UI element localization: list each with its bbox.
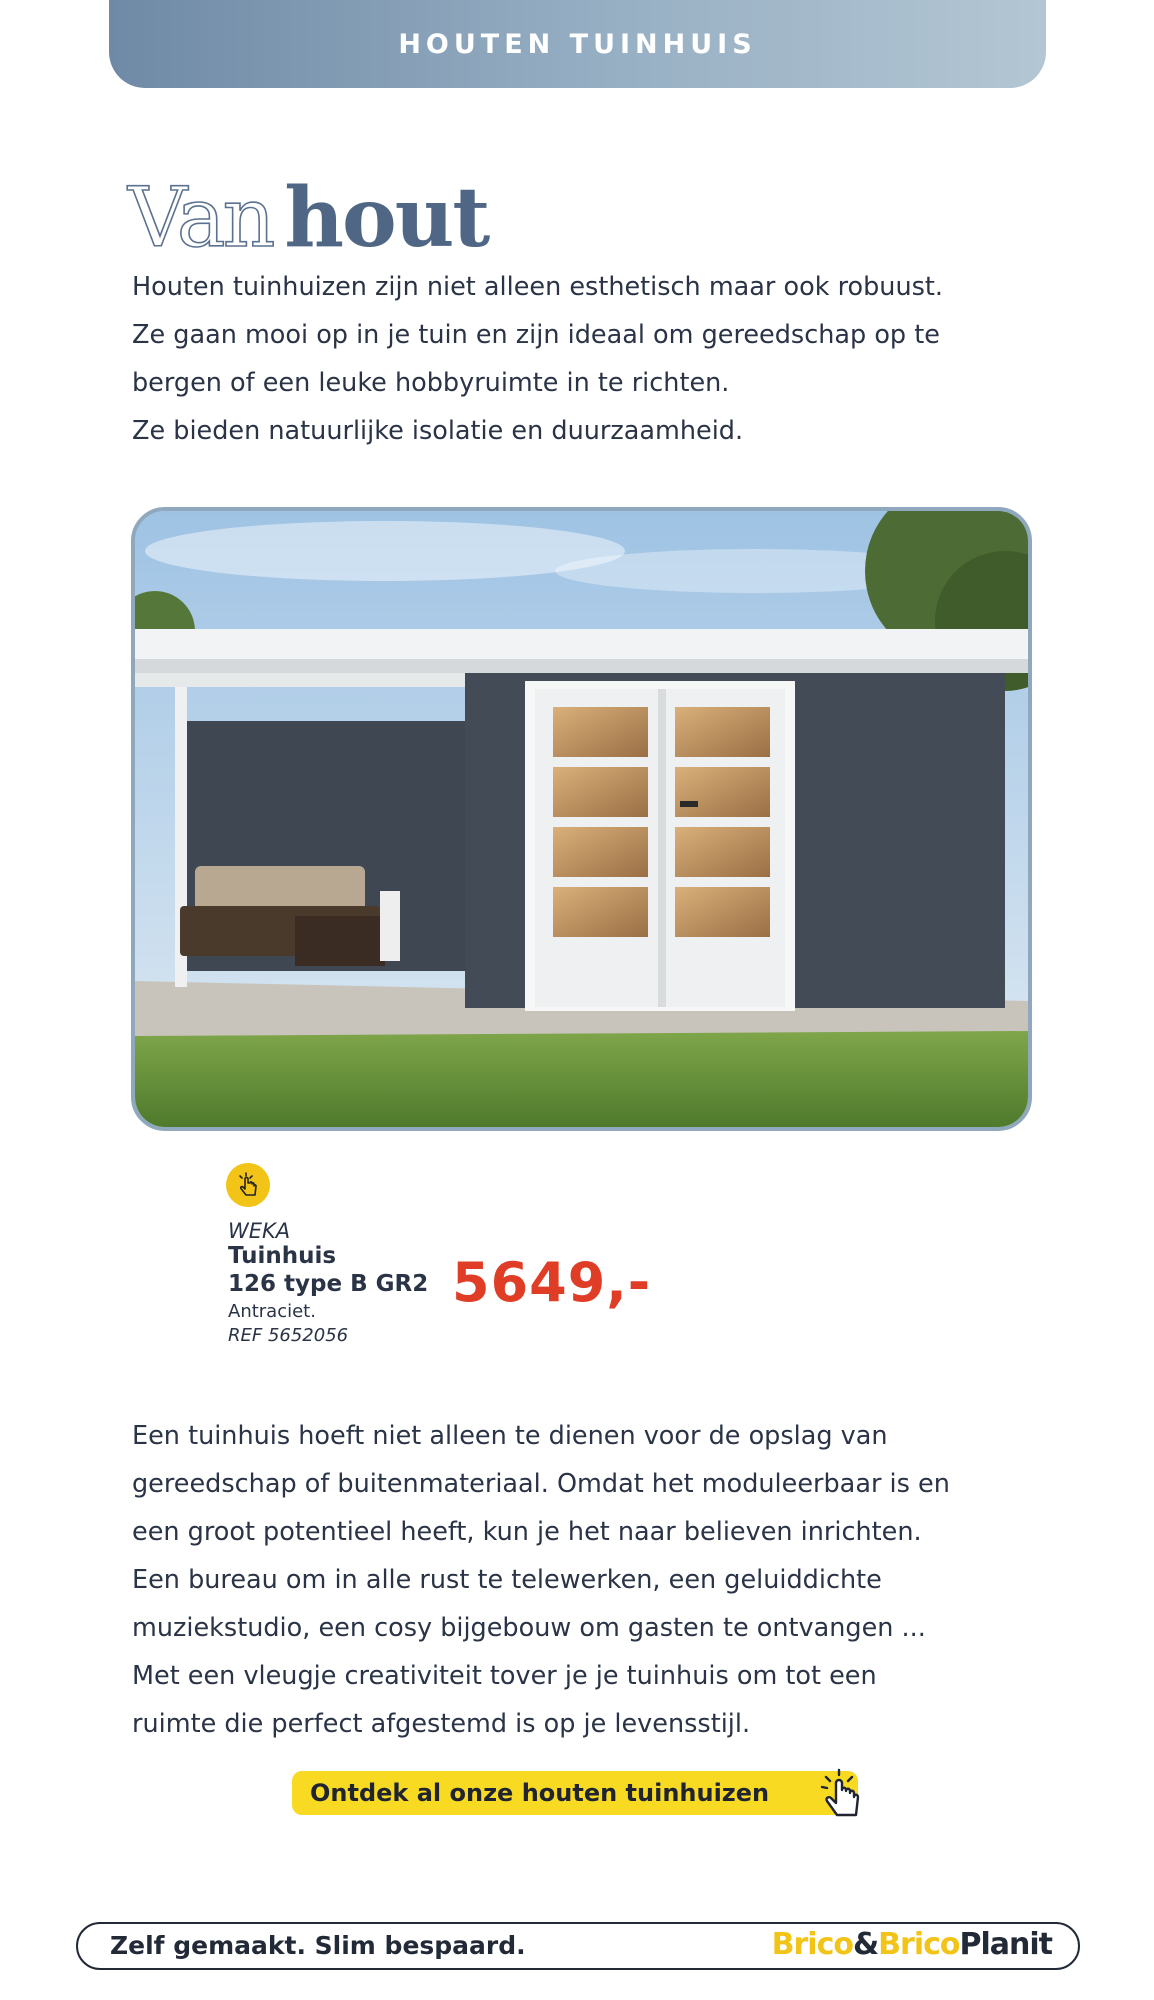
- intro-line: Ze bieden natuurlijke isolatie en duurzaamheid.: [132, 416, 744, 446]
- body-paragraph: [132, 1412, 1032, 1748]
- intro-paragraph: [132, 263, 1032, 455]
- intro-line: Ze gaan mooi op in je tuin en zijn ideaal om gereedschap op te: [132, 320, 940, 350]
- product-model: 126 type B GR2: [228, 1271, 429, 1297]
- product-price: 5649,-: [452, 1251, 652, 1314]
- tap-hand-icon[interactable]: [226, 1163, 270, 1207]
- page-title-bold: hout: [284, 170, 489, 266]
- footer-tagline: Zelf gemaakt. Slim bespaard.: [110, 1931, 526, 1960]
- product-photo[interactable]: [131, 507, 1032, 1131]
- garden-house-illustration: [135, 511, 1028, 1127]
- body-line: een groot potentieel heeft, kun je het naar believen inrichten.: [132, 1517, 922, 1547]
- body-line: Een tuinhuis hoeft niet alleen te dienen voor de opslag van: [132, 1421, 888, 1451]
- body-line: Met een vleugje creativiteit tover je je tuinhuis om tot een: [132, 1661, 877, 1691]
- footer-bar: [76, 1922, 1080, 1970]
- product-brand: WEKA: [228, 1219, 291, 1243]
- brico-planit-logo[interactable]: Brico&BricoPlanit: [771, 1927, 1052, 1962]
- body-line: Een bureau om in alle rust te telewerken, een geluiddichte: [132, 1565, 882, 1595]
- product-variant: Antraciet.: [228, 1301, 316, 1322]
- section-header-banner: [109, 0, 1046, 88]
- page-title: [128, 170, 489, 266]
- product-ref: REF 5652056: [228, 1325, 349, 1346]
- tap-hand-icon: [812, 1765, 872, 1829]
- section-header-title: HOUTEN TUINHUIS: [398, 28, 757, 60]
- product-name: Tuinhuis: [228, 1243, 337, 1269]
- cta-label: Ontdek al onze houten tuinhuizen: [310, 1779, 770, 1807]
- intro-line: bergen of een leuke hobbyruimte in te richten.: [132, 368, 730, 398]
- body-line: gereedschap of buitenmateriaal. Omdat het moduleerbaar is en: [132, 1469, 950, 1499]
- discover-wooden-sheds-button[interactable]: [292, 1771, 858, 1815]
- intro-line: Houten tuinhuizen zijn niet alleen esthetisch maar ook robuust.: [132, 272, 944, 302]
- body-line: ruimte die perfect afgestemd is op je levensstijl.: [132, 1709, 751, 1739]
- page-title-light: Van: [128, 171, 273, 266]
- body-line: muziekstudio, een cosy bijgebouw om gasten te ontvangen ...: [132, 1613, 926, 1643]
